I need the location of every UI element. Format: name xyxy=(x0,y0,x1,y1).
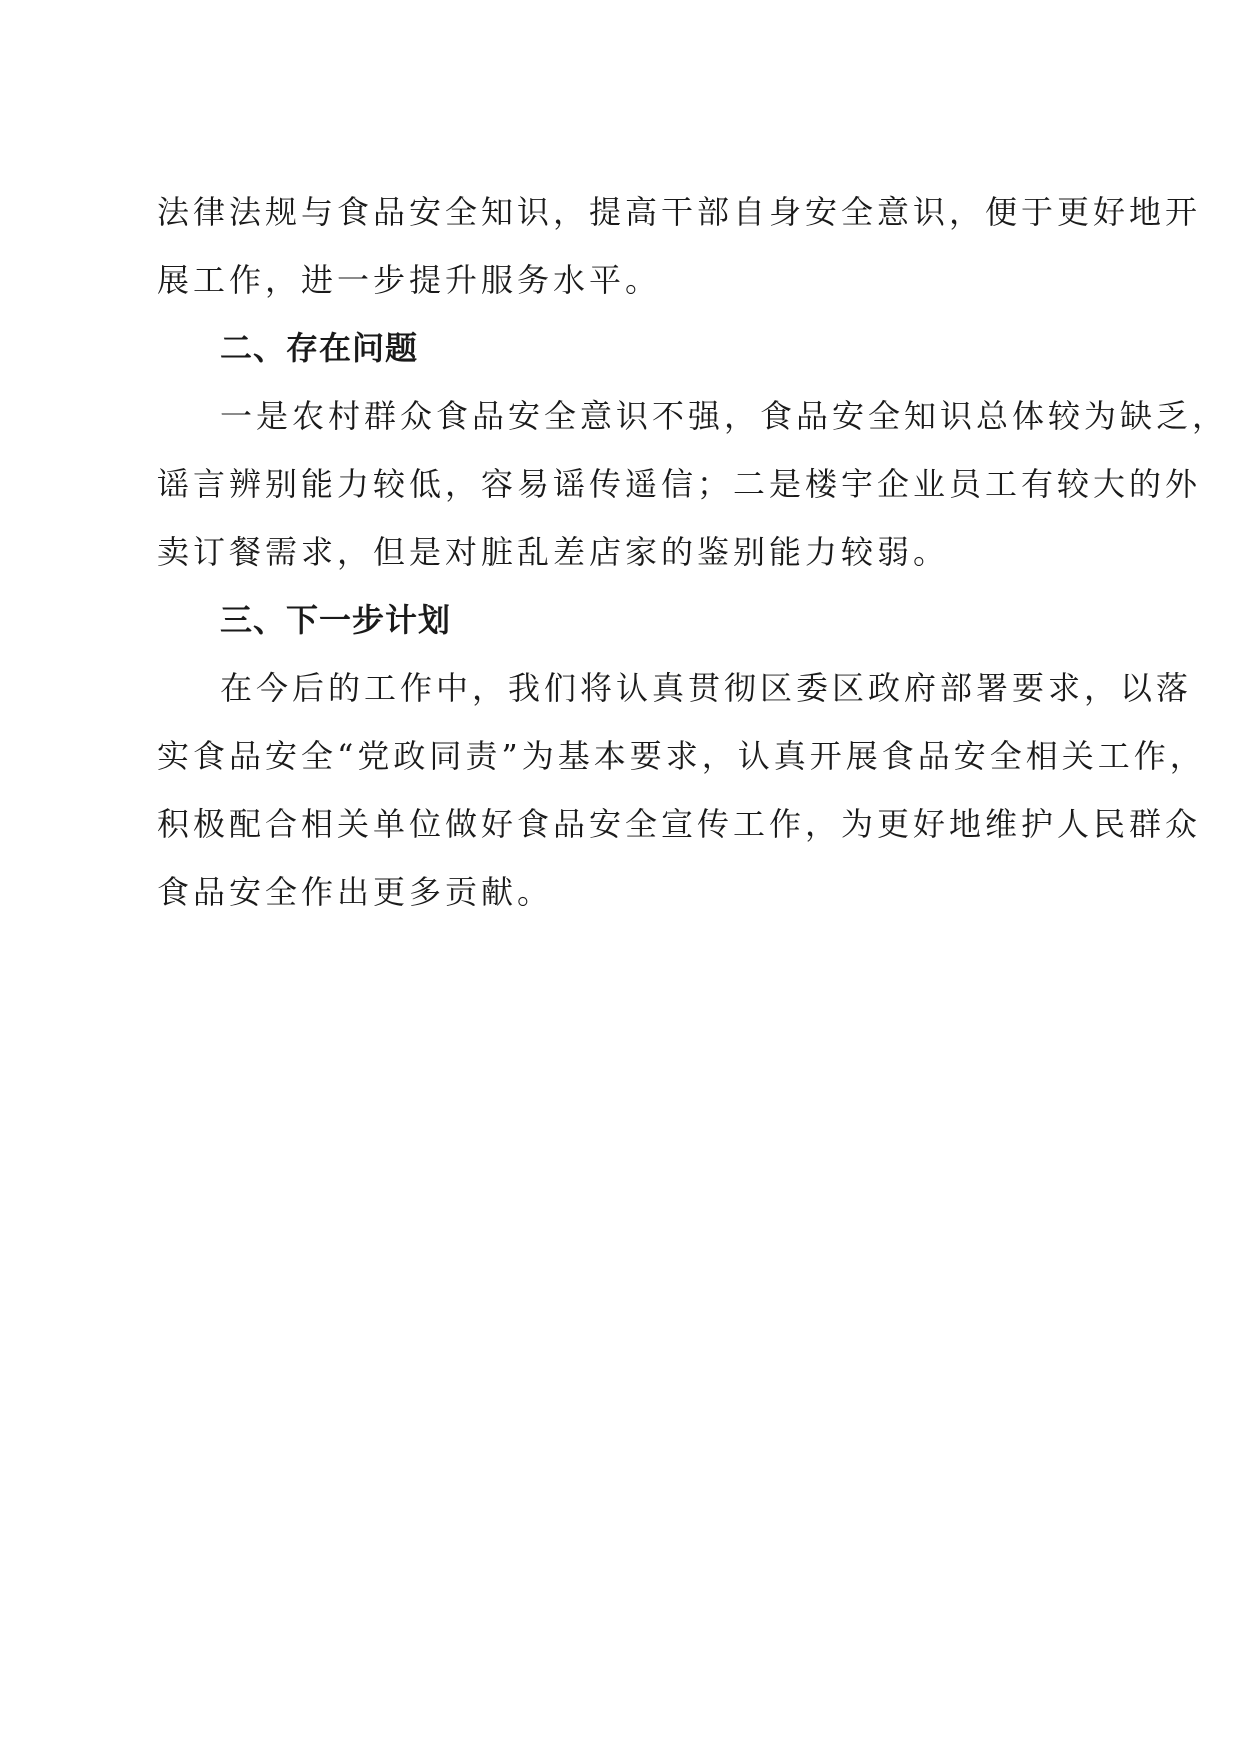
paragraph-line: 在今后的工作中，我们将认真贯彻区委区政府部署要求，以落 xyxy=(220,669,1193,707)
paragraph-line: 食品安全作出更多贡献。 xyxy=(157,873,554,911)
section-heading: 三、下一步计划 xyxy=(220,601,452,639)
paragraph-line: 法律法规与食品安全知识，提高干部自身安全意识，便于更好地开 xyxy=(157,193,1202,231)
paragraph-line: 谣言辨别能力较低，容易谣传遥信；二是楼宇企业员工有较大的外 xyxy=(157,465,1202,503)
paragraph-line: 积极配合相关单位做好食品安全宣传工作，为更好地维护人民群众 xyxy=(157,805,1202,843)
paragraph-line: 一是农村群众食品安全意识不强，食品安全知识总体较为缺乏， xyxy=(220,397,1229,435)
paragraph-line: 展工作，进一步提升服务水平。 xyxy=(157,261,662,299)
paragraph-line: 实食品安全“党政同责”为基本要求，认真开展食品安全相关工作， xyxy=(157,737,1206,775)
paragraph-line: 卖订餐需求，但是对脏乱差店家的鉴别能力较弱。 xyxy=(157,533,950,571)
section-heading: 二、存在问题 xyxy=(220,329,419,367)
